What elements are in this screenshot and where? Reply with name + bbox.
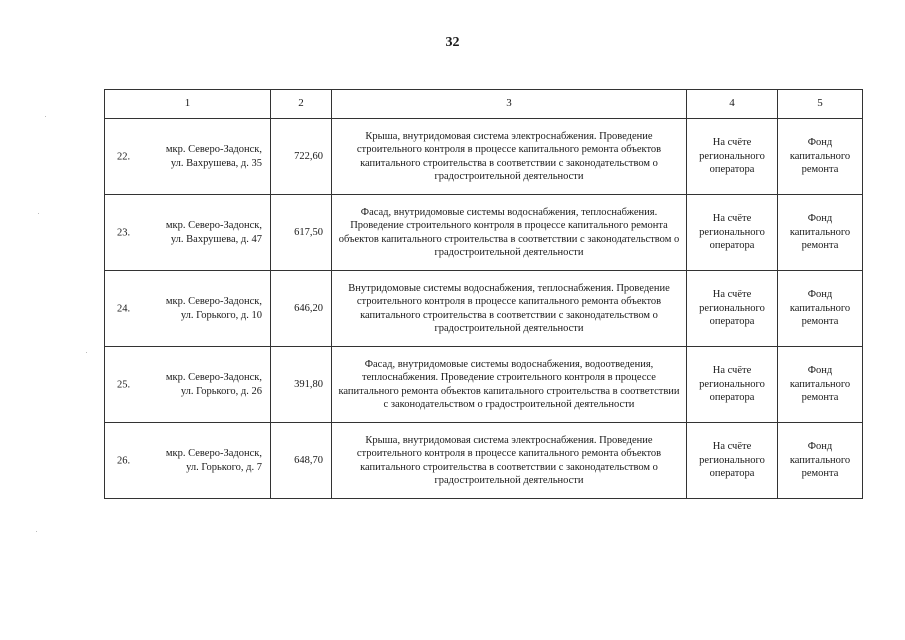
address-line: мкр. Северо-Задонск, xyxy=(165,144,262,155)
address-line: мкр. Северо-Задонск, xyxy=(165,448,262,459)
account-cell: На счёте регионального оператора xyxy=(687,195,778,271)
account-cell: На счёте регионального оператора xyxy=(687,423,778,499)
row-number: 23. xyxy=(117,226,131,238)
funding-source-cell: Фонд капитального ремонта xyxy=(778,195,863,271)
table-header-row xyxy=(105,90,863,119)
account-cell: На счёте регионального оператора xyxy=(687,119,778,195)
table-row xyxy=(105,195,863,271)
scan-speck xyxy=(38,213,39,214)
column-header: 1 xyxy=(105,90,271,119)
address-line: ул. Горького, д. 10 xyxy=(180,309,262,321)
table-row xyxy=(105,119,863,195)
area-cell: 722,60 xyxy=(271,119,332,195)
address-line: ул. Горького, д. 7 xyxy=(186,461,262,473)
address-cell xyxy=(105,195,271,271)
funding-source-cell: Фонд капитального ремонта xyxy=(778,119,863,195)
works-cell: Крыша, внутридомовая система электроснабжения. Проведение строительного контроля в процессе капитального ремонта объектов капитального строительства в соответствии с законодательством о градостроительной деятельности xyxy=(332,423,687,499)
address-line: мкр. Северо-Задонск, xyxy=(165,296,262,307)
row-number: 25. xyxy=(117,378,131,390)
works-cell: Фасад, внутридомовые системы водоснабжения, водоотведения, теплоснабжения. Проведение строительного контроля в процессе капитального ремонта объектов капитального строительства в соответствии с законодательством о градостроительной деятельности xyxy=(332,347,687,423)
column-header: 5 xyxy=(778,90,863,119)
works-cell: Внутридомовые системы водоснабжения, теплоснабжения. Проведение строительного контроля в процессе капитального ремонта объектов капитального строительства в соответствии с законодательством о градостроительной деятельности xyxy=(332,271,687,347)
table-row xyxy=(105,347,863,423)
address-line: мкр. Северо-Задонск, xyxy=(165,372,262,383)
table-row xyxy=(105,271,863,347)
row-number: 26. xyxy=(117,454,131,466)
address-cell xyxy=(105,119,271,195)
address-cell xyxy=(105,271,271,347)
works-cell: Фасад, внутридомовые системы водоснабжения, теплоснабжения. Проведение строительного контроля в процессе капитального ремонта объектов капитального строительства в соответствии с законодательством о градостроительной деятельности xyxy=(332,195,687,271)
address-line: ул. Вахрушева, д. 47 xyxy=(170,233,262,245)
account-cell: На счёте регионального оператора xyxy=(687,271,778,347)
scan-speck xyxy=(45,116,46,117)
address-line: ул. Горького, д. 26 xyxy=(180,385,262,397)
row-number: 22. xyxy=(117,150,131,162)
scan-speck xyxy=(36,531,37,532)
address-line: мкр. Северо-Задонск, xyxy=(165,220,262,231)
works-cell: Крыша, внутридомовая система электроснабжения. Проведение строительного контроля в процессе капитального ремонта объектов капитального строительства в соответствии с законодательством о градостроительной деятельности xyxy=(332,119,687,195)
page-number: 32 xyxy=(445,35,460,50)
address-cell xyxy=(105,347,271,423)
address-cell xyxy=(105,423,271,499)
funding-source-cell: Фонд капитального ремонта xyxy=(778,423,863,499)
row-number: 24. xyxy=(117,302,131,314)
repair-works-table xyxy=(104,89,863,499)
column-header: 4 xyxy=(687,90,778,119)
address-line: ул. Вахрушева, д. 35 xyxy=(170,157,262,169)
scan-speck xyxy=(86,352,87,353)
area-cell: 617,50 xyxy=(271,195,332,271)
funding-source-cell: Фонд капитального ремонта xyxy=(778,347,863,423)
area-cell: 391,80 xyxy=(271,347,332,423)
table-row xyxy=(105,423,863,499)
area-cell: 646,20 xyxy=(271,271,332,347)
column-header: 3 xyxy=(332,90,687,119)
funding-source-cell: Фонд капитального ремонта xyxy=(778,271,863,347)
area-cell: 648,70 xyxy=(271,423,332,499)
column-header: 2 xyxy=(271,90,332,119)
account-cell: На счёте регионального оператора xyxy=(687,347,778,423)
